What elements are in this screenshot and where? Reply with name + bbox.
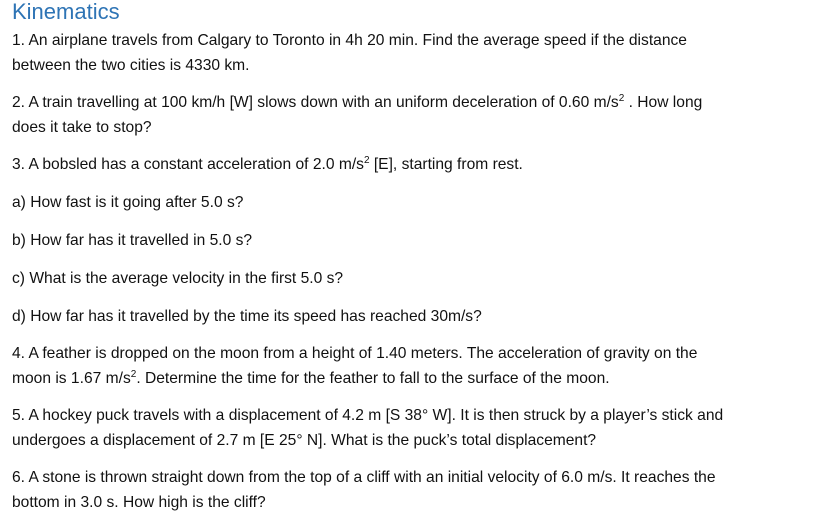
question-3-exponent: 2 [363, 154, 370, 166]
question-5-text: 5. A hockey puck travels with a displacement of 4.2 m [S 38° W]. It is then struck by a player’s stick and undergoes a displacement of 2.7 m [E 25° N]. What is the puck’s total displacement? [12, 407, 724, 449]
question-2-text-end: . How long does it take to stop? [12, 94, 703, 136]
question-2 [12, 91, 812, 140]
question-6-text: 6. A stone is thrown straight down from the top of a cliff with an initial velocity of 6.0 m/s. It reaches the bottom in 3.0 s. How high is the cliff? [12, 469, 716, 511]
question-3-text: 3. A bobsled has a constant acceleration of 2.0 m/s [12, 156, 364, 173]
question-4-text-end: . Determine the time for the feather to fall to the surface of the moon. [136, 369, 610, 387]
question-3d: d) How far has it travelled by the time its speed has reached 30m/s? [12, 308, 482, 325]
question-3c: c) What is the average velocity in the first 5.0 s? [12, 270, 344, 287]
page-title: Kinematics [12, 0, 120, 24]
question-3b: b) How far has it travelled in 5.0 s? [12, 232, 253, 249]
question-4-exponent: 2 [130, 368, 137, 380]
question-3a: a) How fast is it going after 5.0 s? [12, 194, 244, 211]
question-4 [12, 342, 812, 391]
question-5 [12, 404, 812, 453]
question-2-text: 2. A train travelling at 100 km/h [W] slows down with an uniform deceleration of 0.60 m/s [12, 94, 619, 111]
question-2-exponent: 2 [618, 92, 625, 104]
question-1-text: 1. An airplane travels from Calgary to Toronto in 4h 20 min. Find the average speed if the distance between the two cities is 4330 km. [12, 32, 687, 74]
question-3-text-end: [E], starting from rest. [369, 156, 523, 173]
question-6 [12, 466, 812, 515]
question-1 [12, 29, 812, 78]
question-4-text: 4. A feather is dropped on the moon from a height of 1.40 meters. The acceleration of gravity on the moon is 1.67 m/s [12, 345, 698, 387]
question-3 [12, 153, 812, 178]
